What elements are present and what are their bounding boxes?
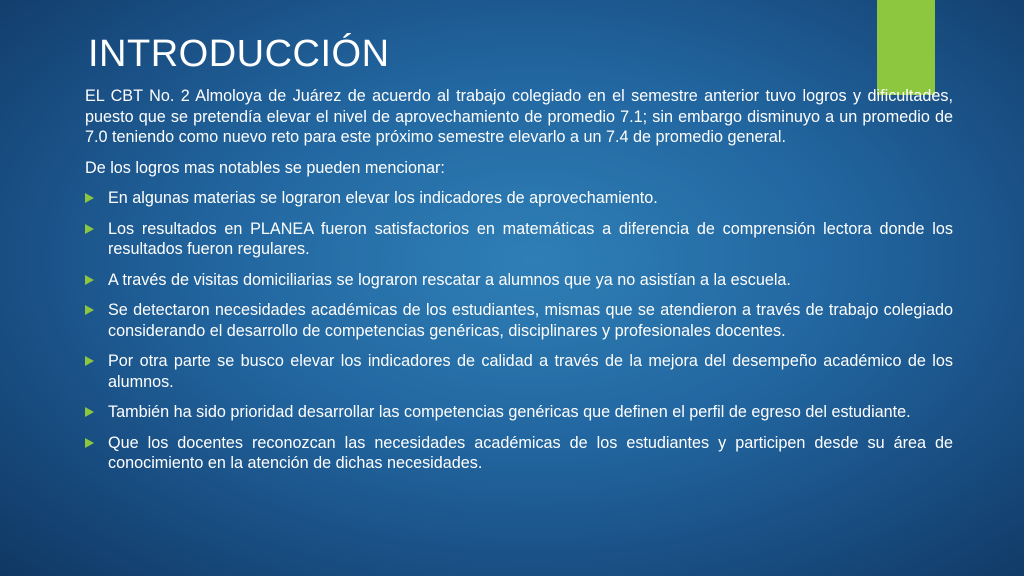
accent-bar — [877, 0, 935, 95]
bullet-text: A través de visitas domiciliarias se lograron rescatar a alumnos que ya no asistían a la escuela. — [108, 270, 791, 289]
intro-paragraph: EL CBT No. 2 Almoloya de Juárez de acuerdo al trabajo colegiado en el semestre anterior tuvo logros y dificultades, puesto que se pretendía elevar el nivel de aprovechamiento de promedio 7.1; sin embargo disminuyo a un promedio de 7.0 teniendo como nuevo reto para este próximo semestre elevarlo a un 7.4 de promedio general. — [85, 87, 953, 146]
bullet-item — [85, 270, 953, 291]
bullet-list — [85, 188, 953, 474]
bullet-item — [85, 433, 953, 474]
triangle-bullet-icon — [85, 275, 94, 285]
lead-paragraph: De los logros mas notables se pueden mencionar: — [85, 158, 445, 177]
triangle-bullet-icon — [85, 356, 94, 366]
triangle-bullet-icon — [85, 407, 94, 417]
slide-title: INTRODUCCIÓN — [88, 33, 390, 75]
bullet-item — [85, 402, 953, 423]
triangle-bullet-icon — [85, 438, 94, 448]
bullet-text: Se detectaron necesidades académicas de los estudiantes, mismas que se atendieron a través de trabajo colegiado considerando el desarrollo de competencias genéricas, disciplinares y profesionales docentes. — [108, 301, 953, 340]
bullet-item — [85, 219, 953, 260]
slide-content — [85, 86, 953, 484]
bullet-text: También ha sido prioridad desarrollar las competencias genéricas que definen el perfil de egreso del estudiante. — [108, 403, 911, 421]
bullet-item — [85, 300, 953, 341]
bullet-text: Los resultados en PLANEA fueron satisfactorios en matemáticas a diferencia de comprensión lectora donde los resultados fueron regulares. — [108, 219, 953, 258]
bullet-text: En algunas materias se lograron elevar los indicadores de aprovechamiento. — [108, 189, 658, 207]
triangle-bullet-icon — [85, 193, 94, 203]
bullet-item — [85, 351, 953, 392]
bullet-item — [85, 188, 953, 209]
bullet-text: Por otra parte se busco elevar los indicadores de calidad a través de la mejora del desempeño académico de los alumnos. — [108, 352, 953, 391]
triangle-bullet-icon — [85, 305, 94, 315]
bullet-text: Que los docentes reconozcan las necesidades académicas de los estudiantes y participen desde su área de conocimiento en la atención de dichas necesidades. — [108, 433, 953, 472]
triangle-bullet-icon — [85, 224, 94, 234]
